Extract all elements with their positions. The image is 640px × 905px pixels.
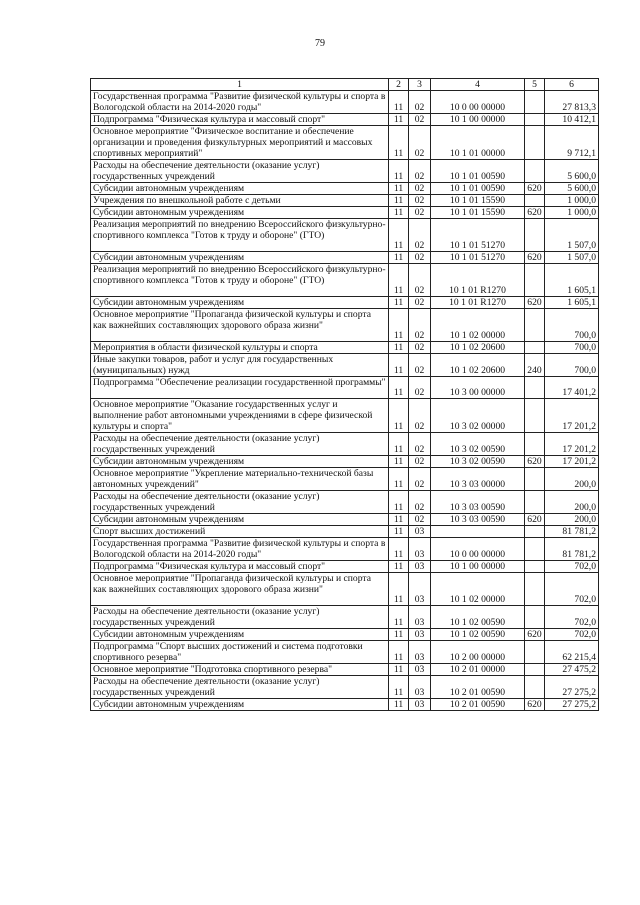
- amount-cell: 200,0: [545, 491, 599, 514]
- amount-cell: 1 605,1: [545, 297, 599, 309]
- subsection-code-cell: 02: [409, 433, 431, 456]
- subsection-code-cell: 02: [409, 219, 431, 252]
- amount-cell: 27 475,2: [545, 664, 599, 676]
- table-row: [91, 491, 599, 514]
- amount-cell: 1 605,1: [545, 264, 599, 297]
- amount-cell: 200,0: [545, 468, 599, 491]
- section-code-cell: 11: [389, 183, 409, 195]
- target-article-cell: 10 1 01 00590: [431, 183, 525, 195]
- row-name-cell: Расходы на обеспечение деятельности (оказание услуг) государственных учреждений: [91, 433, 389, 456]
- target-article-cell: 10 3 00 00000: [431, 377, 525, 399]
- expense-type-cell: [525, 309, 545, 342]
- target-article-cell: 10 1 00 00000: [431, 561, 525, 573]
- expense-type-cell: 620: [525, 207, 545, 219]
- section-code-cell: 11: [389, 126, 409, 160]
- row-name-cell: Иные закупки товаров, работ и услуг для государственных (муниципальных) нужд: [91, 354, 389, 377]
- amount-cell: 27 275,2: [545, 699, 599, 711]
- subsection-code-cell: 02: [409, 183, 431, 195]
- table-row: [91, 377, 599, 399]
- row-name-cell: Основное мероприятие "Подготовка спортивного резерва": [91, 664, 389, 676]
- amount-cell: 1 000,0: [545, 207, 599, 219]
- table-row: [91, 433, 599, 456]
- section-code-cell: 11: [389, 664, 409, 676]
- subsection-code-cell: 02: [409, 252, 431, 264]
- table-row: [91, 342, 599, 354]
- expense-type-cell: 620: [525, 629, 545, 641]
- row-name-cell: Субсидии автономным учреждениям: [91, 297, 389, 309]
- amount-cell: 17 401,2: [545, 377, 599, 399]
- table-row: [91, 91, 599, 114]
- expense-type-cell: [525, 91, 545, 114]
- amount-cell: 700,0: [545, 342, 599, 354]
- row-name-cell: Расходы на обеспечение деятельности (оказание услуг) государственных учреждений: [91, 160, 389, 183]
- row-name-cell: Государственная программа "Развитие физической культуры и спорта в Вологодской области на 2014-2020 годы": [91, 538, 389, 561]
- target-article-cell: 10 2 00 00000: [431, 641, 525, 664]
- row-name-cell: Расходы на обеспечение деятельности (оказание услуг) государственных учреждений: [91, 606, 389, 629]
- table-row: [91, 183, 599, 195]
- amount-cell: 27 813,3: [545, 91, 599, 114]
- target-article-cell: 10 1 01 R1270: [431, 264, 525, 297]
- subsection-code-cell: 03: [409, 606, 431, 629]
- expense-type-cell: [525, 264, 545, 297]
- amount-cell: 17 201,2: [545, 433, 599, 456]
- amount-cell: 702,0: [545, 561, 599, 573]
- header-cell: 4: [431, 79, 525, 91]
- amount-cell: 27 275,2: [545, 676, 599, 699]
- subsection-code-cell: 02: [409, 114, 431, 126]
- subsection-code-cell: 03: [409, 629, 431, 641]
- section-code-cell: 11: [389, 309, 409, 342]
- table-row: [91, 456, 599, 468]
- table-row: [91, 699, 599, 711]
- expense-type-cell: 240: [525, 354, 545, 377]
- table-row: [91, 354, 599, 377]
- header-cell: 1: [91, 79, 389, 91]
- subsection-code-cell: 02: [409, 91, 431, 114]
- section-code-cell: 11: [389, 354, 409, 377]
- expense-type-cell: 620: [525, 514, 545, 526]
- expense-type-cell: [525, 160, 545, 183]
- section-code-cell: 11: [389, 91, 409, 114]
- subsection-code-cell: 02: [409, 297, 431, 309]
- table-row: [91, 252, 599, 264]
- amount-cell: 5 600,0: [545, 160, 599, 183]
- amount-cell: 700,0: [545, 309, 599, 342]
- expense-type-cell: [525, 491, 545, 514]
- row-name-cell: Субсидии автономным учреждениям: [91, 629, 389, 641]
- table-row: [91, 606, 599, 629]
- row-name-cell: Субсидии автономным учреждениям: [91, 699, 389, 711]
- section-code-cell: 11: [389, 264, 409, 297]
- header-cell: 5: [525, 79, 545, 91]
- amount-cell: 81 781,2: [545, 526, 599, 538]
- row-name-cell: Основное мероприятие "Пропаганда физической культуры и спорта как важнейших составляющих здорового образа жизни": [91, 309, 389, 342]
- subsection-code-cell: 02: [409, 377, 431, 399]
- table-header-row: [91, 79, 599, 91]
- page-number: 79: [315, 38, 325, 49]
- expense-type-cell: [525, 114, 545, 126]
- amount-cell: 9 712,1: [545, 126, 599, 160]
- table-row: [91, 399, 599, 433]
- section-code-cell: 11: [389, 207, 409, 219]
- row-name-cell: Основное мероприятие "Укрепление материально-технической базы автономных учреждений": [91, 468, 389, 491]
- target-article-cell: 10 0 00 00000: [431, 538, 525, 561]
- table-row: [91, 264, 599, 297]
- expense-type-cell: [525, 641, 545, 664]
- expense-type-cell: 620: [525, 456, 545, 468]
- row-name-cell: Расходы на обеспечение деятельности (оказание услуг) государственных учреждений: [91, 676, 389, 699]
- target-article-cell: 10 2 01 00000: [431, 664, 525, 676]
- target-article-cell: 10 1 02 00000: [431, 309, 525, 342]
- row-name-cell: Основное мероприятие "Оказание государственных услуг и выполнение работ автономными учреждениями в сфере физической культуры и спорта": [91, 399, 389, 433]
- row-name-cell: Государственная программа "Развитие физической культуры и спорта в Вологодской области на 2014-2020 годы": [91, 91, 389, 114]
- section-code-cell: 11: [389, 641, 409, 664]
- expense-type-cell: 620: [525, 699, 545, 711]
- row-name-cell: Субсидии автономным учреждениям: [91, 252, 389, 264]
- subsection-code-cell: 02: [409, 207, 431, 219]
- amount-cell: 1 000,0: [545, 195, 599, 207]
- expense-type-cell: 620: [525, 183, 545, 195]
- table-row: [91, 538, 599, 561]
- amount-cell: 702,0: [545, 606, 599, 629]
- row-name-cell: Основное мероприятие "Физическое воспитание и обеспечение организации и проведения физкультурных мероприятий и массовых спортивных мероприятий": [91, 126, 389, 160]
- subsection-code-cell: 02: [409, 456, 431, 468]
- table-row: [91, 207, 599, 219]
- subsection-code-cell: 02: [409, 195, 431, 207]
- expense-type-cell: [525, 219, 545, 252]
- target-article-cell: 10 2 01 00590: [431, 676, 525, 699]
- row-name-cell: Подпрограмма "Спорт высших достижений и система подготовки спортивного резерва": [91, 641, 389, 664]
- amount-cell: 702,0: [545, 573, 599, 606]
- section-code-cell: 11: [389, 160, 409, 183]
- table-row: [91, 641, 599, 664]
- header-cell: 2: [389, 79, 409, 91]
- subsection-code-cell: 02: [409, 342, 431, 354]
- header-cell: 3: [409, 79, 431, 91]
- target-article-cell: 10 0 00 00000: [431, 91, 525, 114]
- expense-type-cell: [525, 433, 545, 456]
- table-row: [91, 526, 599, 538]
- subsection-code-cell: 02: [409, 126, 431, 160]
- section-code-cell: 11: [389, 252, 409, 264]
- amount-cell: 17 201,2: [545, 399, 599, 433]
- table-row: [91, 160, 599, 183]
- target-article-cell: 10 1 02 00590: [431, 606, 525, 629]
- subsection-code-cell: 02: [409, 309, 431, 342]
- section-code-cell: 11: [389, 433, 409, 456]
- section-code-cell: 11: [389, 491, 409, 514]
- section-code-cell: 11: [389, 114, 409, 126]
- amount-cell: 1 507,0: [545, 219, 599, 252]
- target-article-cell: 10 1 01 51270: [431, 252, 525, 264]
- table-row: [91, 468, 599, 491]
- target-article-cell: 10 1 02 20600: [431, 342, 525, 354]
- section-code-cell: 11: [389, 456, 409, 468]
- subsection-code-cell: 02: [409, 399, 431, 433]
- subsection-code-cell: 03: [409, 526, 431, 538]
- target-article-cell: 10 1 02 00590: [431, 629, 525, 641]
- subsection-code-cell: 02: [409, 160, 431, 183]
- subsection-code-cell: 03: [409, 664, 431, 676]
- table-row: [91, 561, 599, 573]
- expense-type-cell: [525, 676, 545, 699]
- amount-cell: 5 600,0: [545, 183, 599, 195]
- table-row: [91, 126, 599, 160]
- target-article-cell: 10 2 01 00590: [431, 699, 525, 711]
- target-article-cell: 10 3 02 00590: [431, 456, 525, 468]
- table-row: [91, 573, 599, 606]
- expense-type-cell: 620: [525, 297, 545, 309]
- row-name-cell: Субсидии автономным учреждениям: [91, 514, 389, 526]
- row-name-cell: Подпрограмма "Физическая культура и массовый спорт": [91, 561, 389, 573]
- subsection-code-cell: 03: [409, 573, 431, 606]
- section-code-cell: 11: [389, 377, 409, 399]
- target-article-cell: 10 1 01 R1270: [431, 297, 525, 309]
- target-article-cell: 10 1 00 00000: [431, 114, 525, 126]
- expense-type-cell: [525, 468, 545, 491]
- expense-type-cell: [525, 538, 545, 561]
- table-row: [91, 219, 599, 252]
- row-name-cell: Подпрограмма "Физическая культура и массовый спорт": [91, 114, 389, 126]
- subsection-code-cell: 02: [409, 468, 431, 491]
- row-name-cell: Субсидии автономным учреждениям: [91, 207, 389, 219]
- table-row: [91, 297, 599, 309]
- subsection-code-cell: 03: [409, 641, 431, 664]
- row-name-cell: Основное мероприятие "Пропаганда физической культуры и спорта как важнейших составляющих здорового образа жизни": [91, 573, 389, 606]
- section-code-cell: 11: [389, 538, 409, 561]
- table-row: [91, 629, 599, 641]
- target-article-cell: 10 1 01 15590: [431, 195, 525, 207]
- target-article-cell: 10 1 01 00000: [431, 126, 525, 160]
- table-row: [91, 309, 599, 342]
- section-code-cell: 11: [389, 342, 409, 354]
- row-name-cell: Спорт высших достижений: [91, 526, 389, 538]
- table-row: [91, 114, 599, 126]
- target-article-cell: 10 3 03 00590: [431, 514, 525, 526]
- subsection-code-cell: 03: [409, 561, 431, 573]
- amount-cell: 62 215,4: [545, 641, 599, 664]
- amount-cell: 10 412,1: [545, 114, 599, 126]
- section-code-cell: 11: [389, 297, 409, 309]
- budget-table: [90, 78, 599, 711]
- row-name-cell: Реализация мероприятий по внедрению Всероссийского физкультурно-спортивного комплекса "Готов к труду и обороне" (ГТО): [91, 219, 389, 252]
- amount-cell: 81 781,2: [545, 538, 599, 561]
- row-name-cell: Субсидии автономным учреждениям: [91, 183, 389, 195]
- target-article-cell: 10 3 03 00590: [431, 491, 525, 514]
- target-article-cell: [431, 526, 525, 538]
- subsection-code-cell: 03: [409, 538, 431, 561]
- subsection-code-cell: 02: [409, 354, 431, 377]
- target-article-cell: 10 1 02 20600: [431, 354, 525, 377]
- target-article-cell: 10 1 01 00590: [431, 160, 525, 183]
- section-code-cell: 11: [389, 468, 409, 491]
- section-code-cell: 11: [389, 629, 409, 641]
- subsection-code-cell: 03: [409, 699, 431, 711]
- section-code-cell: 11: [389, 699, 409, 711]
- table-row: [91, 664, 599, 676]
- section-code-cell: 11: [389, 606, 409, 629]
- amount-cell: 1 507,0: [545, 252, 599, 264]
- target-article-cell: 10 3 02 00590: [431, 433, 525, 456]
- subsection-code-cell: 03: [409, 676, 431, 699]
- expense-type-cell: [525, 664, 545, 676]
- target-article-cell: 10 1 01 15590: [431, 207, 525, 219]
- expense-type-cell: 620: [525, 252, 545, 264]
- subsection-code-cell: 02: [409, 514, 431, 526]
- table-row: [91, 195, 599, 207]
- expense-type-cell: [525, 561, 545, 573]
- section-code-cell: 11: [389, 399, 409, 433]
- row-name-cell: Субсидии автономным учреждениям: [91, 456, 389, 468]
- amount-cell: 702,0: [545, 629, 599, 641]
- header-cell: 6: [545, 79, 599, 91]
- expense-type-cell: [525, 195, 545, 207]
- table-row: [91, 676, 599, 699]
- subsection-code-cell: 02: [409, 491, 431, 514]
- target-article-cell: 10 1 01 51270: [431, 219, 525, 252]
- section-code-cell: 11: [389, 561, 409, 573]
- expense-type-cell: [525, 606, 545, 629]
- expense-type-cell: [525, 526, 545, 538]
- row-name-cell: Подпрограмма "Обеспечение реализации государственной программы": [91, 377, 389, 399]
- target-article-cell: 10 3 03 00000: [431, 468, 525, 491]
- expense-type-cell: [525, 399, 545, 433]
- expense-type-cell: [525, 126, 545, 160]
- target-article-cell: 10 1 02 00000: [431, 573, 525, 606]
- section-code-cell: 11: [389, 514, 409, 526]
- section-code-cell: 11: [389, 573, 409, 606]
- section-code-cell: 11: [389, 219, 409, 252]
- row-name-cell: Мероприятия в области физической культуры и спорта: [91, 342, 389, 354]
- expense-type-cell: [525, 377, 545, 399]
- section-code-cell: 11: [389, 526, 409, 538]
- row-name-cell: Реализация мероприятий по внедрению Всероссийского физкультурно-спортивного комплекса "Готов к труду и обороне" (ГТО): [91, 264, 389, 297]
- expense-type-cell: [525, 342, 545, 354]
- subsection-code-cell: 02: [409, 264, 431, 297]
- amount-cell: 17 201,2: [545, 456, 599, 468]
- target-article-cell: 10 3 02 00000: [431, 399, 525, 433]
- amount-cell: 700,0: [545, 354, 599, 377]
- section-code-cell: 11: [389, 676, 409, 699]
- row-name-cell: Учреждения по внешкольной работе с детьми: [91, 195, 389, 207]
- expense-type-cell: [525, 573, 545, 606]
- table-row: [91, 514, 599, 526]
- row-name-cell: Расходы на обеспечение деятельности (оказание услуг) государственных учреждений: [91, 491, 389, 514]
- section-code-cell: 11: [389, 195, 409, 207]
- amount-cell: 200,0: [545, 514, 599, 526]
